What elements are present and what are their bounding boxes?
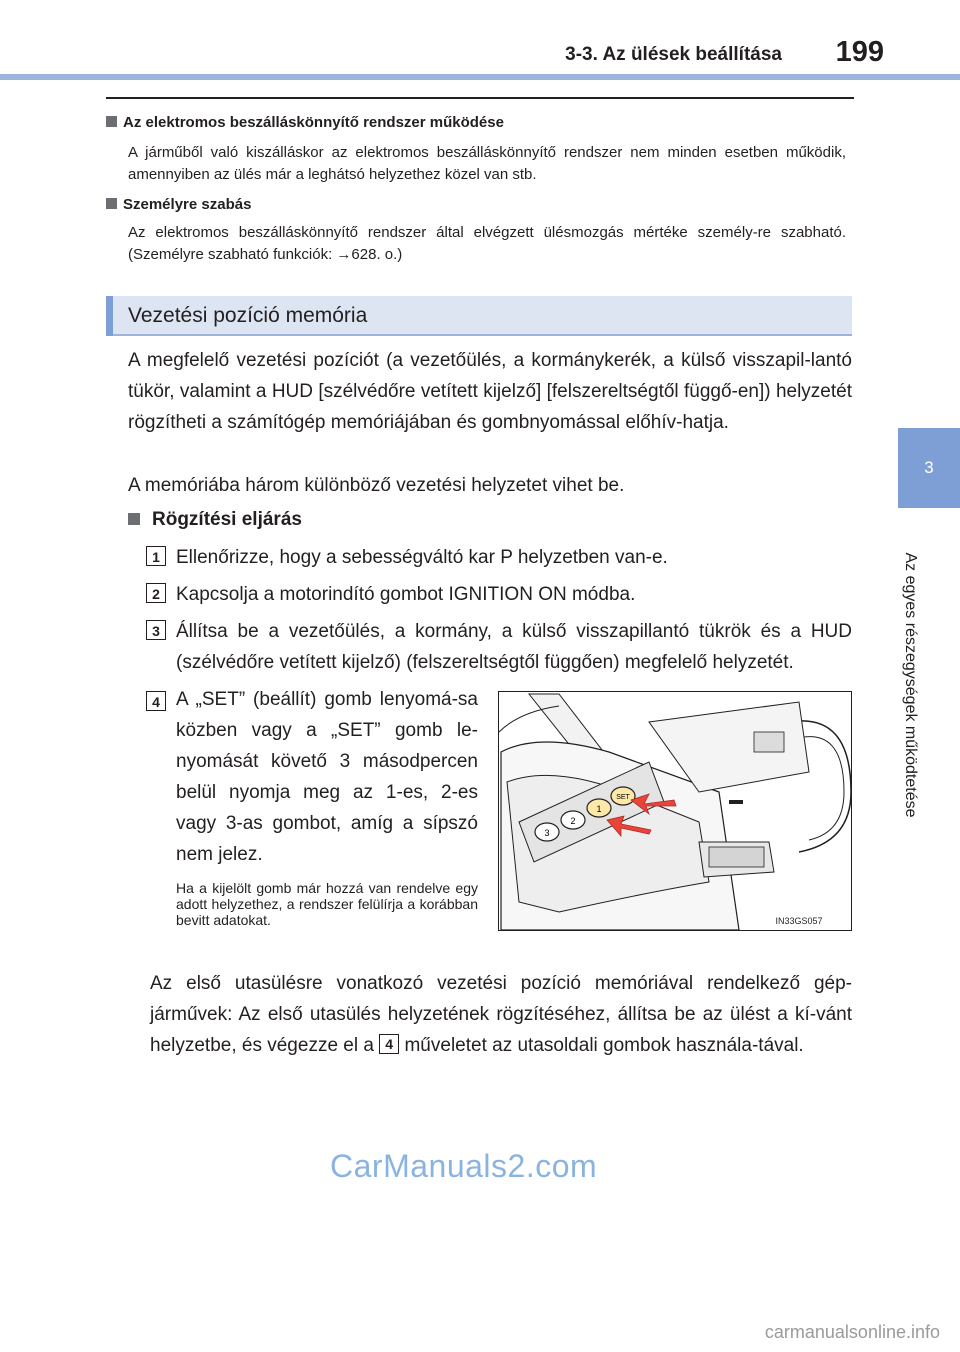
paragraph-personalization: Az elektromos beszálláskönnyítő rendszer által elvégzett ülésmozgás mértéke személy-re szabható. (Személyre szabható funkciók: →628. o.) [128,224,846,263]
step-number-2: 2 [146,583,166,603]
step-number-3: 3 [146,620,166,640]
memory-button-2-label: 2 [570,816,576,826]
step-text-4: A „SET” (beállít) gomb lenyomá-sa közben vagy a „SET” gomb le-nyomását követő 3 másodpercen belül nyomja meg az 1-es, 2-es vagy 3-as gombot, amíg a sípszó nem jelez. [176,689,478,865]
passenger-paragraph: Az első utasülésre vonatkozó vezetési pozíció memóriával rendelkező gép-járművek: Az első utasülés helyzetének rögzítéséhez, állítsa be az ülést a kí-vánt helyzetbe, és végezze el a 4 műveletet az utasoldali gombok használa-tával. [150,973,852,1056]
step-number-4: 4 [146,691,166,711]
step-text-3: Állítsa be a vezetőülés, a kormány, a külső visszapillantó tükrök és a HUD (szélvédőre vetített kijelző) (felszereltségtől függően) megfelelő helyzetét. [176,621,852,673]
heading-personalization: Személyre szabás [106,196,251,213]
chapter-title-text: Az egyes részegységek működtetése [902,552,919,818]
watermark-footer: carmanualsonline.info [764,1322,940,1342]
memory-button-3 [535,823,559,841]
section-accent [106,296,113,336]
top-rule [106,97,854,99]
square-bullet-icon [106,198,117,209]
header-bar [0,74,960,80]
memory-button-1-label: 1 [596,804,602,814]
door-panel-drawing [499,692,851,930]
memory-button-set-label: SET [616,794,630,801]
heading-easy-access: Az elektromos beszálláskönnyítő rendszer működése [106,114,504,131]
memory-button-2 [561,811,585,829]
section-title: Vezetési pozíció memória [128,304,368,327]
section-header [106,296,852,336]
step-number-1: 1 [146,546,166,566]
running-header-title: 3-3. Az ülések beállítása [565,44,782,65]
step-text-1: Ellenőrizze, hogy a sebességváltó kar P helyzetben van-e. [176,547,668,568]
step-note: Ha a kijelölt gomb már hozzá van rendelve egy adott helyzethez, a rendszer felülírja a korábban bevitt adatokat. [176,880,478,928]
memory-button-3-label: 3 [544,828,550,838]
square-bullet-icon [128,513,140,525]
page-number: 199 [835,36,884,68]
section-intro: A megfelelő vezetési pozíciót (a vezetőülés, a kormánykerék, a külső visszapil-lantó tükör, valamint a HUD [szélvédőre vetített kijelző] [felszereltségtől függő-en]) helyzetét rögzítheti a számítógép memóriájában és gombnyomással előhív-hatja. [128,350,852,433]
memory-button-set [611,787,635,805]
chapter-title-vertical [880,520,940,850]
figure-code: IN33GS057 [775,916,823,926]
step-text-2: Kapcsolja a motorindító gombot IGNITION ON módba. [176,584,636,605]
memory-buttons-illustration [498,691,852,931]
memory-button-1 [587,799,611,817]
step-ref-4: 4 [379,1034,399,1054]
paragraph-easy-access: A járműből való kiszálláskor az elektromos beszálláskönnyítő rendszer nem minden esetben működik, amennyiben az ülés már a leghátsó helyzethez közel van stb. [128,144,846,183]
square-bullet-icon [106,116,117,127]
chapter-tab: 3 [898,428,960,508]
procedure-heading: Rögzítési eljárás [128,509,302,531]
section-intro-2: A memóriába három különböző vezetési helyzetet vihet be. [128,475,625,496]
watermark-center: CarManuals2.com [330,1148,598,1184]
